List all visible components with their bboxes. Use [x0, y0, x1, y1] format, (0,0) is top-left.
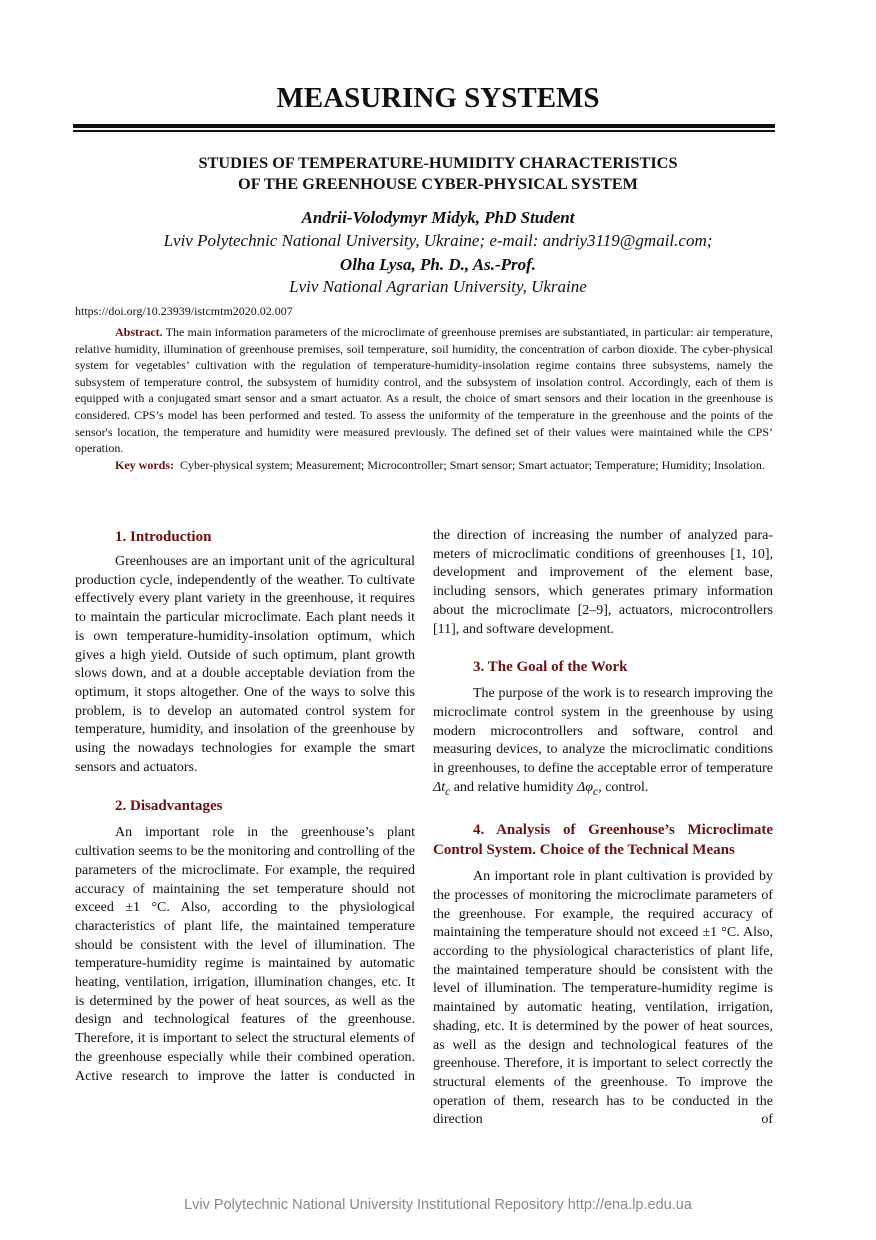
author-affiliation: Lviv Polytechnic National University, Ukraine; e-mail: andriy3119@gmail.com; — [163, 231, 713, 250]
goal-text: The purpose of the work is to research improving the microclimate control system in the greenhouse by using modern microcontrollers and software, control and measuring devices, to analyze the microclimatic conditions in greenhouses, to define the acceptable error of temperature — [433, 686, 773, 777]
section-heading-analysis: 4. Analysis of Greenhouse’s Microclimate Control System. Choice of the Technical Means — [433, 822, 773, 859]
section-heading-goal: 3. The Goal of the Work — [473, 659, 628, 676]
section-heading-introduction: 1. Introduction — [115, 529, 212, 545]
paper-title-line-2: OF THE GREENHOUSE CYBER-PHYSICAL SYSTEM — [238, 174, 638, 193]
header-rule-thin — [73, 130, 775, 132]
disadvantages-paragraph: An important role in the greenhouse’s plant cultivation seems to be the monitoring and controlling of the parameters of the microclimate. For example, the required accuracy of maintaining the set temperature should not exceed ±1 °C. Also, according to the physiological characteristics of plant life, the maintained temperature should be consistent with the level of illumination. The temperature-humidity regime is maintained by automatic heating, ventilation, irrigation, illumination changes, etc. It is determined by the power of heat sources, as well as the design and technological features of the greenhouse. Therefore, it is important to select the structural elements of the greenhouse especially while their combined operation. Active research to improve the latter is conducted in — [75, 825, 415, 1084]
header-rule-thick — [73, 124, 775, 128]
right-column — [433, 527, 773, 1130]
keywords-label: Key words: — [115, 457, 174, 472]
subscript-c: c — [593, 784, 599, 798]
abstract-label: Abstract. — [115, 325, 163, 339]
abstract-paragraph — [75, 324, 773, 457]
paper-title — [0, 152, 876, 194]
introduction-paragraph: Greenhouses are an important unit of the agricultural production cycle, independently of the weather. To cultivate effectively every plant variety in the greenhouse, it requires to maintain the particular microclimate. Each plant needs it is own temperature-humidity-insolation optimum, which gives a high yield. Outside of such optimum, plant growth slows down, and at a double acceptable deviation from the optimum, it stops altogether. One of the ways to solve this problem, is to develop an automated control system for temperature, humidity, and insolation of the greenhouse by using the nowadays technologies for example the smart sensors and actuators. — [75, 554, 415, 775]
section-heading-disadvantages: 2. Disadvantages — [115, 798, 223, 815]
doi-link[interactable]: https://doi.org/10.23939/istcmtm2020.02.007 — [75, 304, 293, 318]
author-name: Andrii-Volodymyr Midyk, PhD Student — [301, 208, 575, 227]
abstract-text: The main information parameters of the microclimate of greenhouse premises are substantiated, in particular: air temperature, relative humidity, illumination of greenhouse premises, soil temperature, soil humidity, the concentration of carbon dioxide. The cyber-physical system for vegetables’ cultivation with the regulation of temperature-humidity-insolation regime contains three subsystems, namely the subsystem of temperature control, the subsystem of humidity control, and the subsystem of insolation control. Accordingly, each of them is equipped with a conjugated smart sensor and a smart actuator. As a result, the choice of smart sensors and their location in the greenhouse is considered. CPS’s model has been performed and tested. To assess the uniformity of the temperature in the greenhouse and the points of the sensor's location, the temperature and humidity were measured previously. The defined set of their values were maintained while the CPS’ operation. — [75, 325, 773, 456]
journal-section-title: MEASURING SYSTEMS — [276, 82, 600, 114]
goal-text: , control. — [598, 779, 649, 795]
left-column — [75, 527, 415, 1086]
disadvantages-continuation: the direction of increasing the number of analyzed para-meters of microclimatic conditions of greenhouses [1, 10], development and improvement of the element base, including sensors, which generates primary information about the microclimate [2–9], actuators, microcontrollers [11], and software development. — [433, 528, 773, 637]
analysis-paragraph: An important role in plant cultivation is provided by the processes of monitoring the microclimate parameters of the greenhouse. For example, the required accuracy of maintaining the temperature should not exceed ±1 °C. Also, according to the physiological characteristics of plant life, the maintained temperature should be consistent with the level of illumination. The temperature-humidity regime is maintained by automatic heating, ventilation, irrigation, shading, etc. It is determined by the power of heat sources, as well as the design and technological features of the greenhouse. Therefore, it is important to select correctly the structural elements of the greenhouse. To improve the operation of them, research has to be conducted in the direction of — [433, 869, 773, 1128]
goal-text: and relative humidity — [450, 779, 578, 795]
paper-title-line-1: STUDIES OF TEMPERATURE-HUMIDITY CHARACTERISTICS — [198, 153, 678, 172]
delta-t-symbol: Δt — [433, 779, 446, 795]
repository-footer: Lviv Polytechnic National University Institutional Repository http://ena.lp.edu.ua — [184, 1197, 692, 1213]
delta-phi-symbol: Δφ — [577, 779, 594, 795]
subscript-c: c — [445, 784, 451, 798]
keywords-paragraph — [75, 457, 773, 474]
keywords-text: Cyber-physical system; Measurement; Microcontroller; Smart sensor; Smart actuator; Temperature; Humidity; Insolation. — [180, 457, 765, 472]
author-name: Olha Lysa, Ph. D., As.-Prof. — [339, 255, 537, 274]
abstract-block — [75, 324, 773, 473]
goal-paragraph — [433, 685, 773, 801]
author-affiliation: Lviv National Agrarian University, Ukraine — [289, 277, 587, 296]
